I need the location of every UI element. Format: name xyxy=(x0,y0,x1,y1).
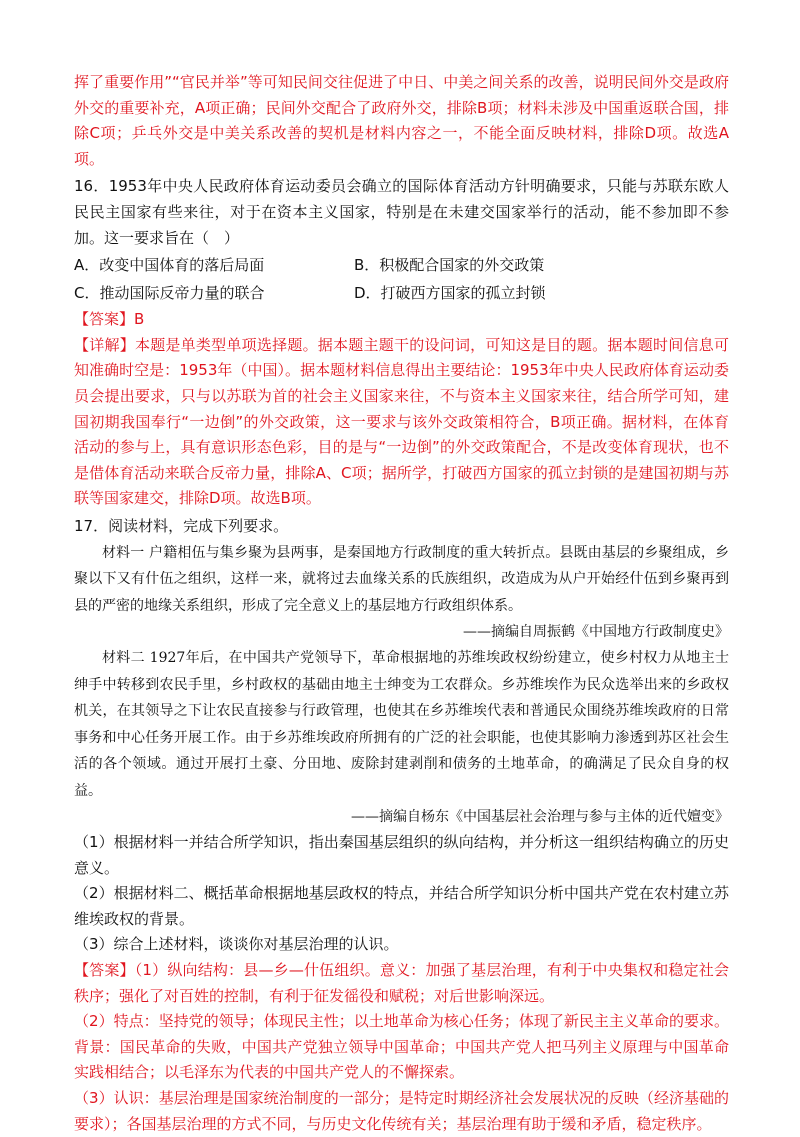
q16-answer: 【答案】B xyxy=(74,310,145,329)
q16-option-d: D．打破西方国家的孤立封锁 xyxy=(354,284,546,303)
q17-answer-3: （3）认识：基层治理是国家统治制度的一部分；是特定时期经济社会发展状况的反映（经济基础的要求）；各国基层治理的方式不同，与历史文化传统有关；基层治理有助于缓和矛盾，稳定秩序。 xyxy=(74,1088,729,1133)
document-content xyxy=(74,70,729,1137)
q17-source-2: ——摘编自杨东《中国基层社会治理与参与主体的近代嬗变》 xyxy=(351,809,729,825)
q16-explanation: 【详解】本题是单类型单项选择题。据本题主题干的设问词，可知这是目的题。据本题时间信息可知准确时空是：1953年（中国）。据本题材料信息得出主要结论：1953年中央人民政府体育运动委员会提出要求，只与以苏联为首的社会主义国家来往，不与资本主义国家来往，结合所学可知，建国初期我国奉行“一边倒”的外交政策，这一要求与该外交政策相符合，B项正确。据材料，在体育活动的参与上，具有意识形态色彩，目的是与“一边倒”的外交政策配合，不是改变体育现状，也不是借体育活动来联合反帝力量，排除A、C项；据所学，打破西方国家的孤立封锁的是建国初期与苏联等国家建交，排除D项。故选B项。 xyxy=(74,335,729,508)
q17-answer-1: 【答案】（1）纵向结构：县—乡—什伍组织。意义：加强了基层治理，有利于中央集权和稳定社会秩序；强化了对百姓的控制，有利于征发徭役和赋税；对后世影响深远。 xyxy=(74,960,729,1005)
q17-answer-2: （2）特点：坚持党的领导；体现民主性；以土地革命为核心任务；体现了新民主主义革命的要求。背景：国民革命的失败，中国共产党独立领导中国革命；中国共产党人把马列主义原理与中国革命实践相结合；以毛泽东为代表的中国共产党人的不懈探索。 xyxy=(74,1012,729,1082)
q16-option-a: A．改变中国体育的落后局面 xyxy=(74,256,265,275)
q15-explanation-continued: 挥了重要作用”“官民并举”等可知民间交往促进了中日、中美之间关系的改善，说明民间外交是政府外交的重要补充，A项正确；民间外交配合了政府外交，排除B项；材料未涉及中国重返联合国，排除C项；乒乓外交是中美关系改善的契机是材料内容之一，不能全面反映材料，排除D项。故选A项。 xyxy=(74,73,729,168)
q16-options xyxy=(74,251,729,307)
q17-source-1: ——摘编自周振鹤《中国地方行政制度史》 xyxy=(463,624,729,640)
q17-material-1: 材料一 户籍相伍与集乡聚为县两事，是秦国地方行政制度的重大转折点。县既由基层的乡聚组成，乡聚以下又有什伍之组织，这样一来，就将过去血缘关系的氏族组织，改造成为从户开始经什伍到乡聚再到县的严密的地缘关系组织，形成了完全意义上的基层地方行政组织体系。 xyxy=(74,544,729,614)
q16-stem: 16．1953年中央人民政府体育运动委员会确立的国际体育活动方针明确要求，只能与苏联东欧人民民主国家有些来往，对于在资本主义国家，特别是在未建交国家举行的活动，能不参加即不参加。这一要求旨在（ ） xyxy=(74,177,729,247)
q16-option-c: C．推动国际反帝力量的联合 xyxy=(74,284,265,303)
q17-requirement-2: （2）根据材料二、概括革命根据地基层政权的特点，并结合所学知识分析中国共产党在农村建立苏维埃政权的背景。 xyxy=(74,884,729,928)
q17-material-2: 材料二 1927年后，在中国共产党领导下，革命根据地的苏维埃政权纷纷建立，使乡村权力从地主士绅手中转移到农民手里，乡村政权的基础由地主士绅变为工农群众。乡苏维埃作为民众选举出来的乡政权机关，在其领导之下让农民直接参与行政管理，也使其在乡苏维埃代表和普通民众围绕苏维埃政府的日常事务和中心任务开展工作。由于乡苏维埃政府所拥有的广泛的社会职能，也使其影响力渗透到苏区社会生活的各个领域。通过开展打土豪、分田地、废除封建剥削和债务的土地革命，的确满足了民众自身的权益。 xyxy=(74,650,729,799)
q17-requirement-1: （1）根据材料一并结合所学知识，指出秦国基层组织的纵向结构，并分析这一组织结构确立的历史意义。 xyxy=(74,833,729,877)
q17-stem: 17．阅读材料，完成下列要求。 xyxy=(74,516,289,535)
q17-requirement-3: （3）综合上述材料，谈谈你对基层治理的认识。 xyxy=(74,935,399,954)
q16-option-b: B．积极配合国家的外交政策 xyxy=(354,256,545,275)
